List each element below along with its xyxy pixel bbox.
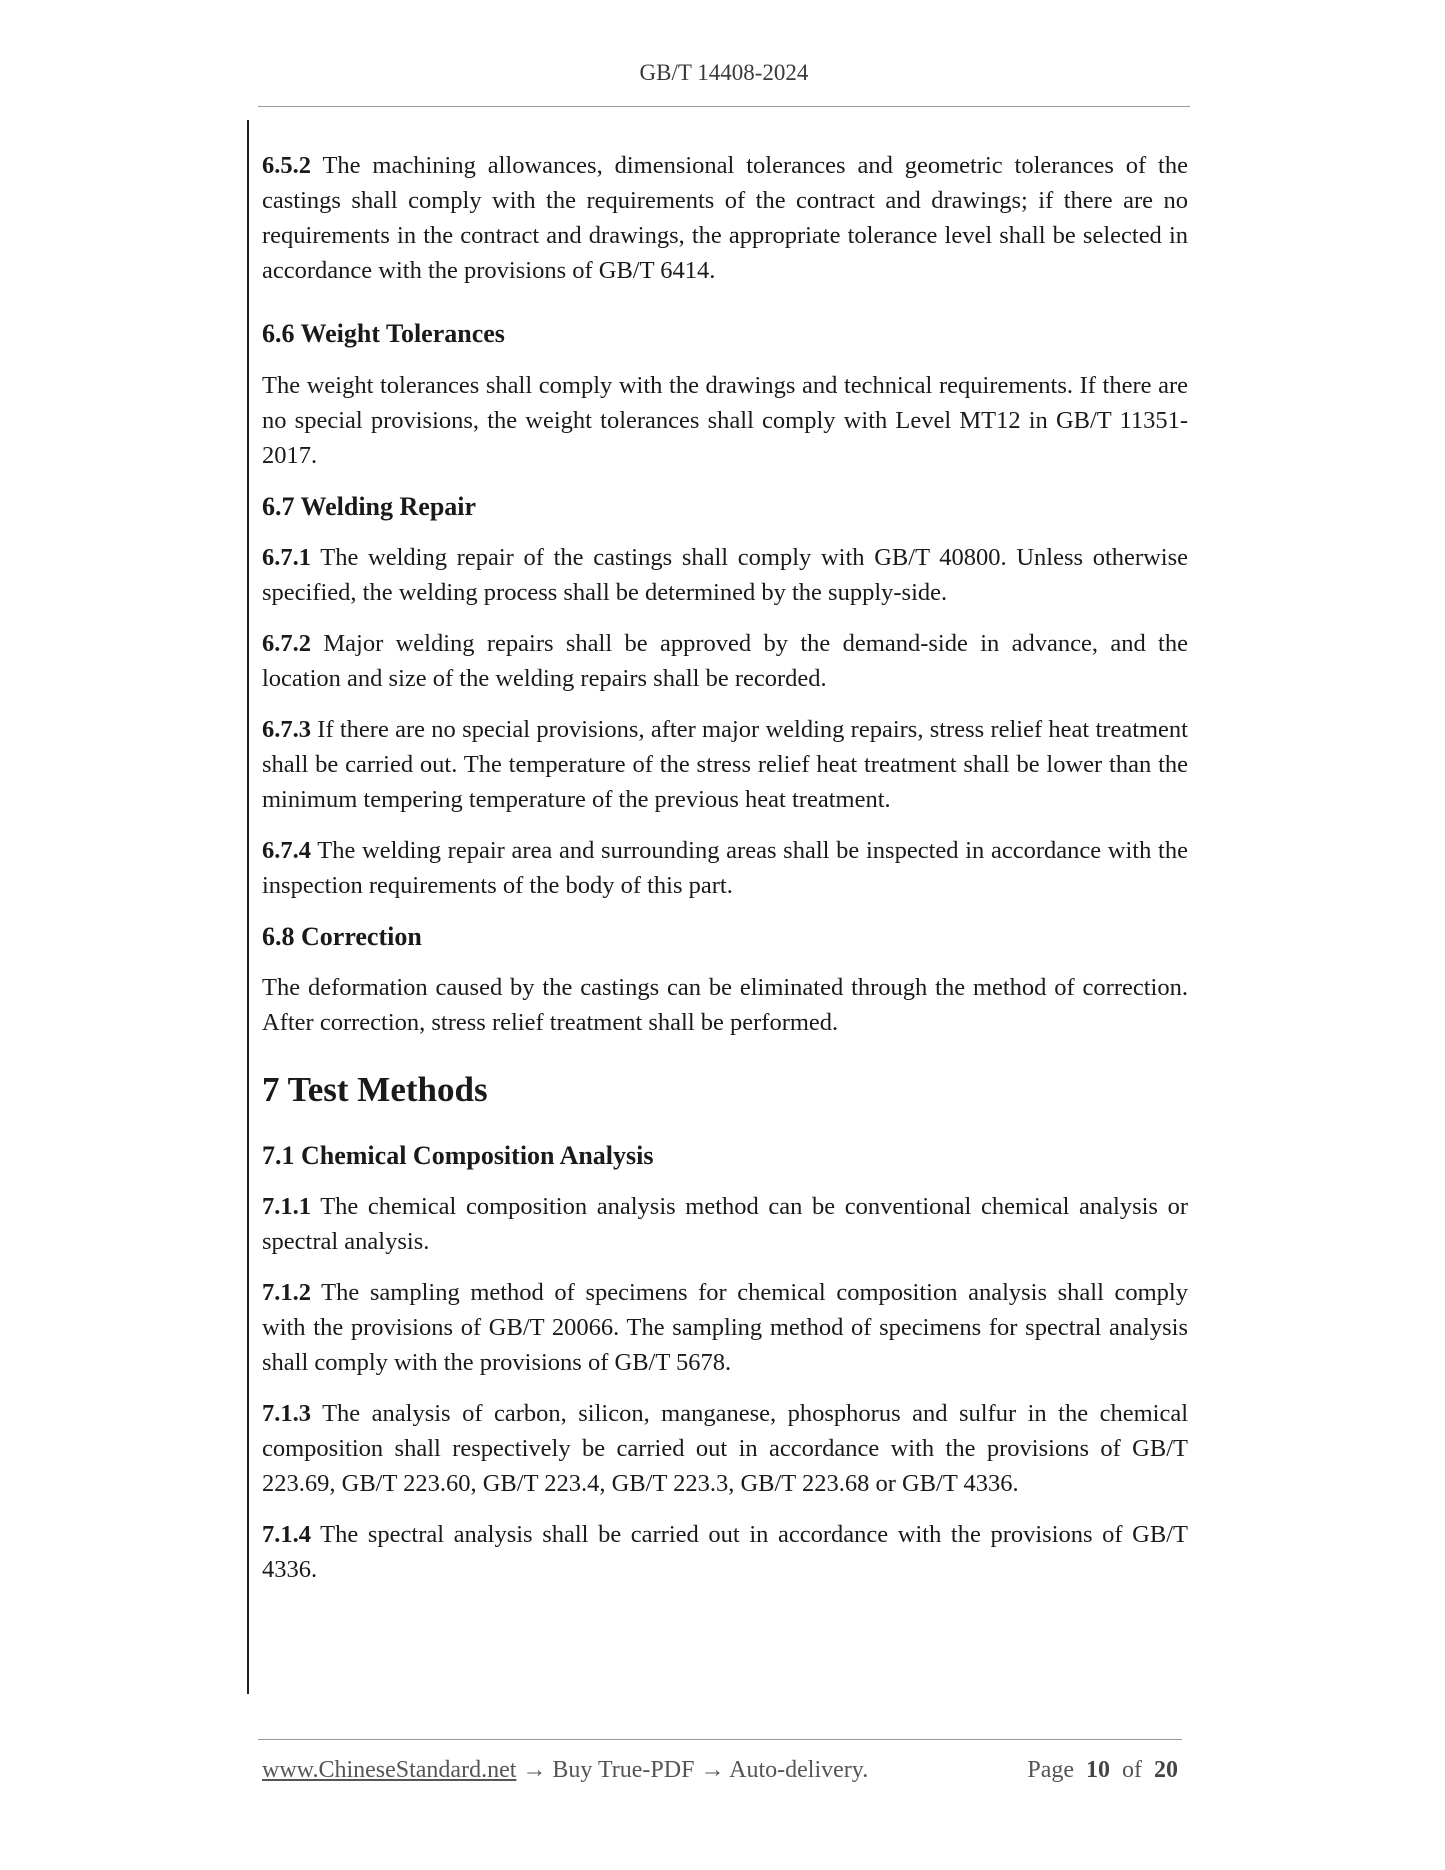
- paragraph-7-1-4: 7.1.4 The spectral analysis shall be carried out in accordance with the provisions of GB/T 4336.: [262, 1521, 1188, 1583]
- header-divider: [258, 106, 1190, 107]
- arrow-icon: →: [522, 1757, 547, 1783]
- paragraph-7-1-2: 7.1.2 The sampling method of specimens for chemical composition analysis shall comply with the provisions of GB/T 20066. The sampling method of specimens for spectral analysis shall comply with the provisions of GB/T 5678.: [262, 1279, 1188, 1376]
- paragraph-6-7-3: 6.7.3 If there are no special provisions, after major welding repairs, stress relief heat treatment shall be carried out. The temperature of the stress relief heat treatment shall be lower than the minimum tempering temperature of the previous heat treatment.: [262, 716, 1188, 813]
- heading-6-8: 6.8 Correction: [262, 922, 422, 951]
- paragraph-7-1-1: 7.1.1 The chemical composition analysis method can be conventional chemical analysis or spectral analysis.: [262, 1193, 1188, 1255]
- paragraph-6-7-1: 6.7.1 The welding repair of the castings shall comply with GB/T 40800. Unless otherwise specified, the welding process shall be determined by the supply-side.: [262, 544, 1189, 606]
- paragraph-6-7-2: 6.7.2 Major welding repairs shall be approved by the demand-side in advance, and the location and size of the welding repairs shall be recorded.: [262, 630, 1188, 692]
- page-counter: [1027, 1757, 1178, 1784]
- of-label: of: [1122, 1757, 1142, 1783]
- heading-7: 7 Test Methods: [262, 1070, 488, 1109]
- page-body: [262, 148, 1188, 1587]
- paragraph-7-1-3: 7.1.3 The analysis of carbon, silicon, manganese, phosphorus and sulfur in the chemical composition shall respectively be carried out in accordance with the provisions of GB/T 223.69, GB/T 223.60, GB/T 223.4, GB/T 223.3, GB/T 223.68 or GB/T 4336.: [262, 1400, 1189, 1497]
- page-footer: [262, 1757, 1182, 1784]
- heading-6-6: 6.6 Weight Tolerances: [262, 319, 505, 348]
- paragraph-6-8: The deformation caused by the castings can be eliminated through the method of correction. After correction, stress relief treatment shall be performed.: [262, 974, 1188, 1036]
- doc-id: GB/T 14408-2024: [639, 60, 809, 85]
- site-link[interactable]: www.ChineseStandard.net: [262, 1757, 517, 1783]
- auto-delivery-text: Auto-delivery.: [729, 1757, 869, 1783]
- page-label: Page: [1027, 1757, 1074, 1783]
- heading-7-1: 7.1 Chemical Composition Analysis: [262, 1141, 654, 1170]
- left-margin-bar: [247, 120, 249, 1694]
- buy-pdf-text: Buy True-PDF: [552, 1757, 695, 1783]
- current-page-number: 10: [1086, 1757, 1110, 1783]
- footer-divider: [258, 1739, 1182, 1740]
- total-page-number: 20: [1154, 1757, 1178, 1783]
- heading-6-7: 6.7 Welding Repair: [262, 492, 477, 521]
- arrow-icon: →: [700, 1757, 725, 1783]
- paragraph-6-6: The weight tolerances shall comply with the drawings and technical requirements. If there are no special provisions, the weight tolerances shall comply with Level MT12 in GB/T 11351-2017.: [262, 372, 1188, 469]
- footer-links: [262, 1757, 868, 1783]
- paragraph-6-7-4: 6.7.4 The welding repair area and surrounding areas shall be inspected in accordance with the inspection requirements of the body of this part.: [262, 837, 1188, 899]
- page-header: [258, 60, 1190, 86]
- paragraph-6-5-2: 6.5.2 The machining allowances, dimensional tolerances and geometric tolerances of the castings shall comply with the requirements of the contract and drawings; if there are no requirements in the contract and drawings, the appropriate tolerance level shall be selected in accordance with the provisions of GB/T 6414.: [262, 152, 1188, 284]
